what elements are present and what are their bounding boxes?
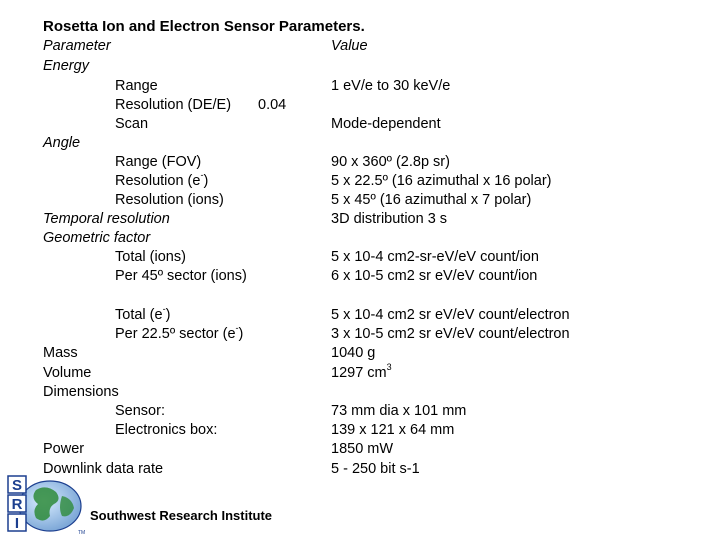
value-header: Value: [331, 38, 368, 54]
mass-value: 1040 g: [331, 345, 376, 361]
geometric-label: Geometric factor: [43, 230, 151, 246]
angle-res-ions-value: 5 x 45º (16 azimuthal x 7 polar): [331, 192, 532, 208]
logo-tm: TM: [78, 530, 86, 536]
power-value: 1850 mW: [331, 441, 394, 457]
power-label: Power: [43, 441, 85, 457]
dimensions-electronics-value: 139 x 121 x 64 mm: [331, 422, 455, 438]
downlink-value: 5 - 250 bit s-1: [331, 461, 420, 477]
angle-fov-label: Range (FOV): [115, 154, 202, 170]
energy-scan-value: Mode-dependent: [331, 116, 441, 132]
energy-label: Energy: [43, 58, 89, 74]
energy-range-label: Range: [115, 78, 158, 94]
mass-label: Mass: [43, 345, 78, 361]
logo-letter-s: S: [11, 477, 23, 494]
downlink-label: Downlink data rate: [43, 461, 164, 477]
geometric-total-electron-value: 5 x 10-4 cm2 sr eV/eV count/electron: [331, 307, 570, 323]
geometric-sector-ions-value: 6 x 10-5 cm2 sr eV/eV count/ion: [331, 268, 538, 284]
angle-res-ions-label: Resolution (ions): [115, 192, 224, 208]
geometric-sector-electron-label: Per 22.5º sector (e-): [115, 323, 244, 342]
dimensions-electronics-label: Electronics box:: [115, 422, 218, 438]
dimensions-sensor-value: 73 mm dia x 101 mm: [331, 403, 467, 419]
dimensions-label: Dimensions: [43, 384, 119, 400]
temporal-label: Temporal resolution: [43, 211, 170, 227]
organization-name: Southwest Research Institute: [90, 508, 273, 523]
angle-label: Angle: [43, 135, 81, 151]
energy-resolution-label: Resolution (DE/E): [115, 97, 232, 113]
angle-fov-value: 90 x 360º (2.8p sr): [331, 154, 450, 170]
energy-resolution-value: 0.04: [258, 97, 287, 113]
energy-scan-label: Scan: [115, 116, 149, 132]
temporal-value: 3D distribution 3 s: [331, 211, 448, 227]
geometric-total-electron-label: Total (e-): [115, 304, 171, 323]
logo-letter-r: R: [11, 496, 23, 513]
swri-logo: [6, 474, 90, 536]
geometric-total-ions-value: 5 x 10-4 cm2-sr-eV/eV count/ion: [331, 249, 539, 265]
dimensions-sensor-label: Sensor:: [115, 403, 165, 419]
geometric-sector-ions-label: Per 45º sector (ions): [115, 268, 247, 284]
geometric-total-ions-label: Total (ions): [115, 249, 186, 265]
page-title: Rosetta Ion and Electron Sensor Parameters.: [43, 18, 365, 35]
parameter-header: Parameter: [43, 38, 111, 54]
angle-res-electron-value: 5 x 22.5º (16 azimuthal x 16 polar): [331, 173, 552, 189]
angle-res-electron-label: Resolution (e-): [115, 170, 209, 189]
volume-label: Volume: [43, 365, 92, 381]
geometric-sector-electron-value: 3 x 10-5 cm2 sr eV/eV count/electron: [331, 326, 570, 342]
energy-range-value: 1 eV/e to 30 keV/e: [331, 78, 451, 94]
volume-value: 1297 $cm^3$: [331, 362, 392, 381]
logo-letter-i: I: [14, 515, 20, 532]
